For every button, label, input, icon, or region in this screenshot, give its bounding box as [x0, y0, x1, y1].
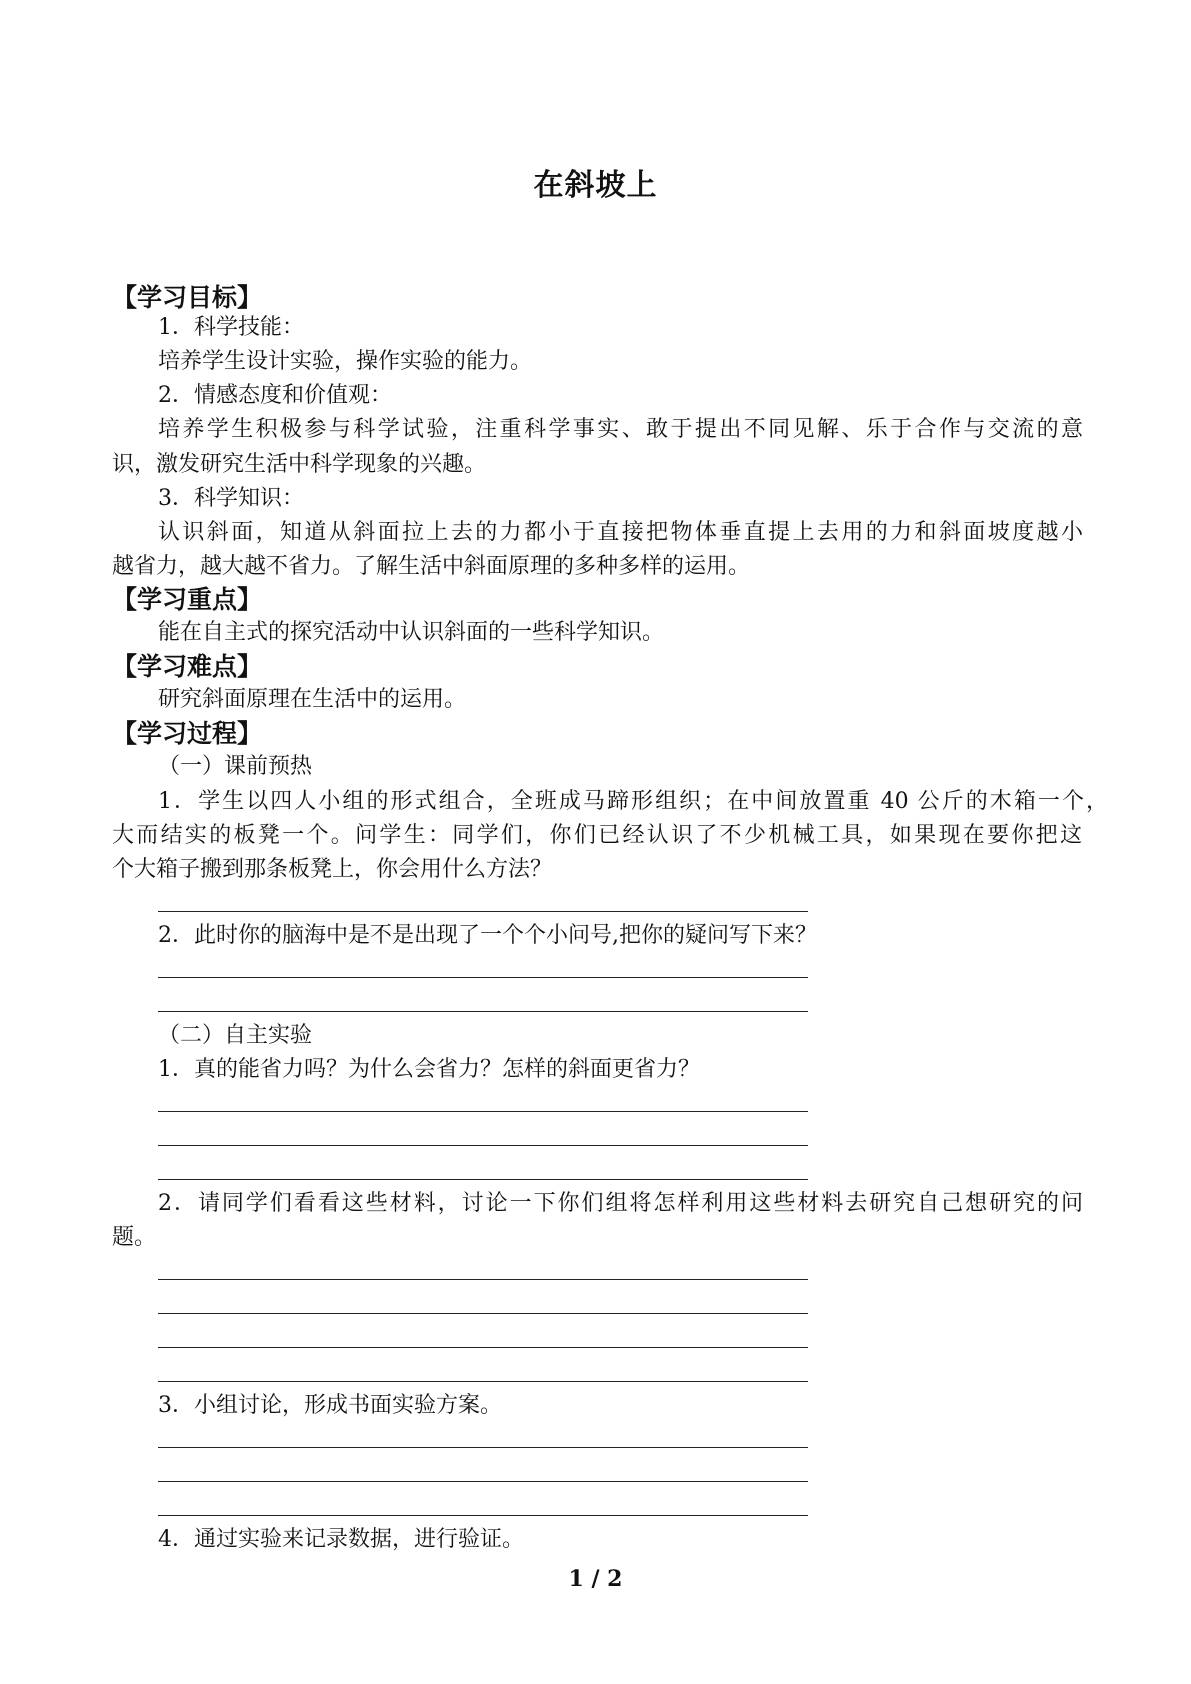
goal-1-label: 1．科学技能： [158, 315, 304, 340]
p1-q1-line1: 1．学生以四人小组的形式组合，全班成马蹄形组织；在中间放置重 40 公斤的木箱一个， [158, 789, 1108, 814]
goal-2-text-line1: 培养学生积极参与科学试验，注重科学事实、敢于提出不同见解、乐于合作与交流的意 [158, 417, 1083, 442]
p1-q2: 2．此时你的脑海中是不是出现了一个个小问号,把你的疑问写下来？ [158, 923, 817, 948]
answer-line[interactable] [158, 1111, 808, 1112]
answer-line[interactable] [158, 1447, 808, 1448]
goal-2-text-line2: 识，激发研究生活中科学现象的兴趣。 [112, 452, 487, 477]
page-indicator: 1 / 2 [568, 1566, 623, 1592]
goal-3-text-line2: 越省力，越大越不省力。了解生活中斜面原理的多种多样的运用。 [112, 554, 751, 579]
answer-line[interactable] [158, 911, 808, 912]
goal-2-label: 2．情感态度和价值观： [158, 383, 392, 408]
goal-3-text-line1: 认识斜面，知道从斜面拉上去的力都小于直接把物体垂直提上去用的力和斜面坡度越小 [158, 520, 1083, 545]
p2-q1: 1．真的能省力吗？为什么会省力？怎样的斜面更省力？ [158, 1057, 700, 1082]
p2-q2-line2: 题。 [112, 1225, 157, 1250]
answer-line[interactable] [158, 1145, 808, 1146]
page-title: 在斜坡上 [533, 168, 658, 203]
answer-line[interactable] [158, 1279, 808, 1280]
answer-line[interactable] [158, 1515, 808, 1516]
part2-title: （二）自主实验 [158, 1023, 313, 1048]
part1-title: （一）课前预热 [158, 754, 313, 779]
difficulties-text: 研究斜面原理在生活中的运用。 [158, 687, 467, 712]
answer-line[interactable] [158, 1011, 808, 1012]
goal-3-label: 3．科学知识： [158, 486, 304, 511]
answer-line[interactable] [158, 1347, 808, 1348]
difficulties-heading: 【学习难点】 [112, 652, 263, 681]
answer-line[interactable] [158, 1313, 808, 1314]
process-heading: 【学习过程】 [112, 719, 263, 748]
p1-q1-line2: 大而结实的板凳一个。问学生：同学们，你们已经认识了不少机械工具，如果现在要你把这 [112, 823, 1082, 848]
answer-line[interactable] [158, 977, 808, 978]
p2-q2-line1: 2．请同学们看看这些材料，讨论一下你们组将怎样利用这些材料去研究自己想研究的问 [158, 1191, 1083, 1216]
key-points-heading: 【学习重点】 [112, 585, 263, 614]
goal-1-text: 培养学生设计实验，操作实验的能力。 [158, 349, 533, 374]
p2-q3: 3．小组讨论，形成书面实验方案。 [158, 1393, 502, 1418]
p1-q1-line3: 个大箱子搬到那条板凳上，你会用什么方法？ [112, 857, 553, 882]
p2-q4: 4．通过实验来记录数据，进行验证。 [158, 1527, 524, 1552]
answer-line[interactable] [158, 1481, 808, 1482]
key-points-text: 能在自主式的探究活动中认识斜面的一些科学知识。 [158, 620, 665, 645]
answer-line[interactable] [158, 1179, 808, 1180]
answer-line[interactable] [158, 1381, 808, 1382]
goals-heading: 【学习目标】 [112, 283, 263, 312]
